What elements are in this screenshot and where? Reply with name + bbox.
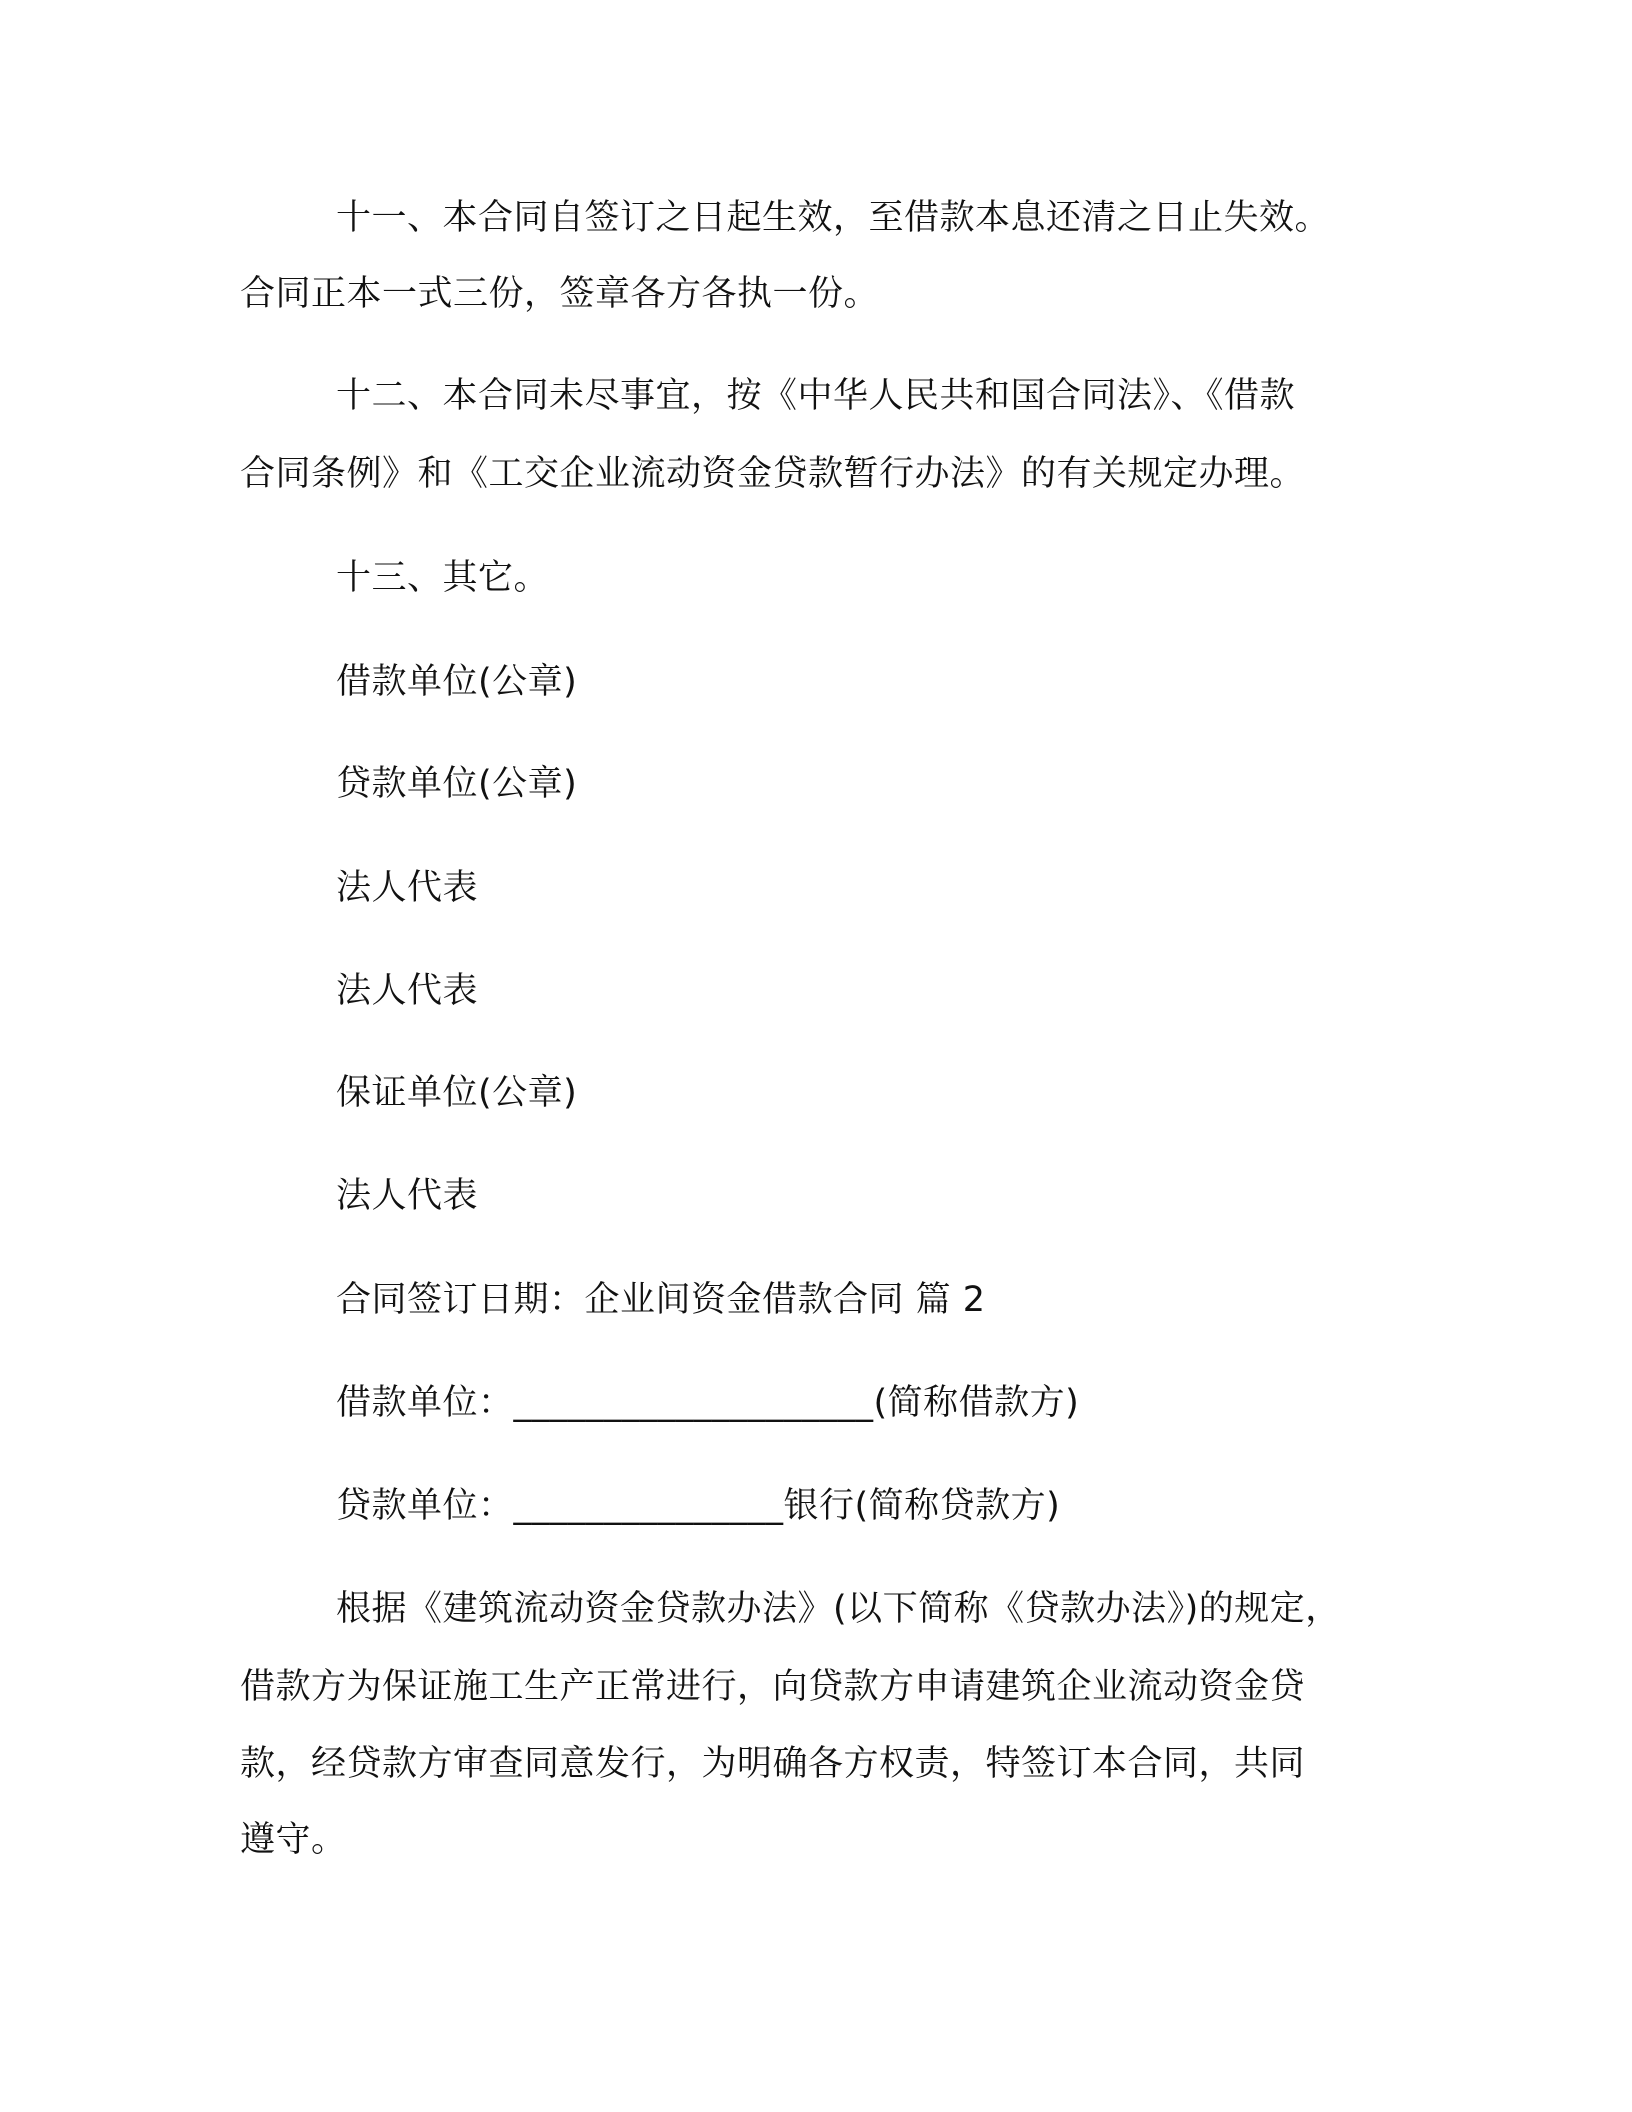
intro-paragraph-line-3: 款，经贷款方审查同意发行，为明确各方权责，特签订本合同，共同: [240, 1744, 1306, 1784]
clause-12-line-2: 合同条例》和《工交企业流动资金贷款暂行办法》的有关规定办理。: [240, 454, 1306, 494]
lender-unit-line: 贷款单位：_______________银行(简称贷款方): [336, 1486, 1061, 1526]
borrower-unit-line: 借款单位：____________________(简称借款方): [336, 1383, 1080, 1423]
guarantor-seal-label: 保证单位(公章): [336, 1073, 578, 1113]
signing-date-line: 合同签订日期：企业间资金借款合同 篇 2: [336, 1280, 986, 1320]
legal-rep-label-2: 法人代表: [336, 971, 479, 1011]
legal-rep-label-3: 法人代表: [336, 1176, 479, 1216]
intro-paragraph-line-2: 借款方为保证施工生产正常进行，向贷款方申请建筑企业流动资金贷: [240, 1667, 1306, 1707]
clause-13: 十三、其它。: [336, 558, 550, 598]
clause-11-line-2: 合同正本一式三份，签章各方各执一份。: [240, 274, 880, 314]
lender-seal-label: 贷款单位(公章): [336, 764, 578, 804]
borrower-seal-label: 借款单位(公章): [336, 662, 578, 702]
intro-paragraph-line-1: 根据《建筑流动资金贷款办法》(以下简称《贷款办法》)的规定，: [336, 1589, 1341, 1629]
legal-rep-label-1: 法人代表: [336, 868, 479, 908]
clause-12-line-1: 十二、本合同未尽事宜，按《中华人民共和国合同法》、《借款: [336, 376, 1296, 416]
clause-11-line-1: 十一、本合同自签订之日起生效，至借款本息还清之日止失效。: [336, 198, 1331, 238]
intro-paragraph-line-4: 遵守。: [240, 1820, 347, 1860]
